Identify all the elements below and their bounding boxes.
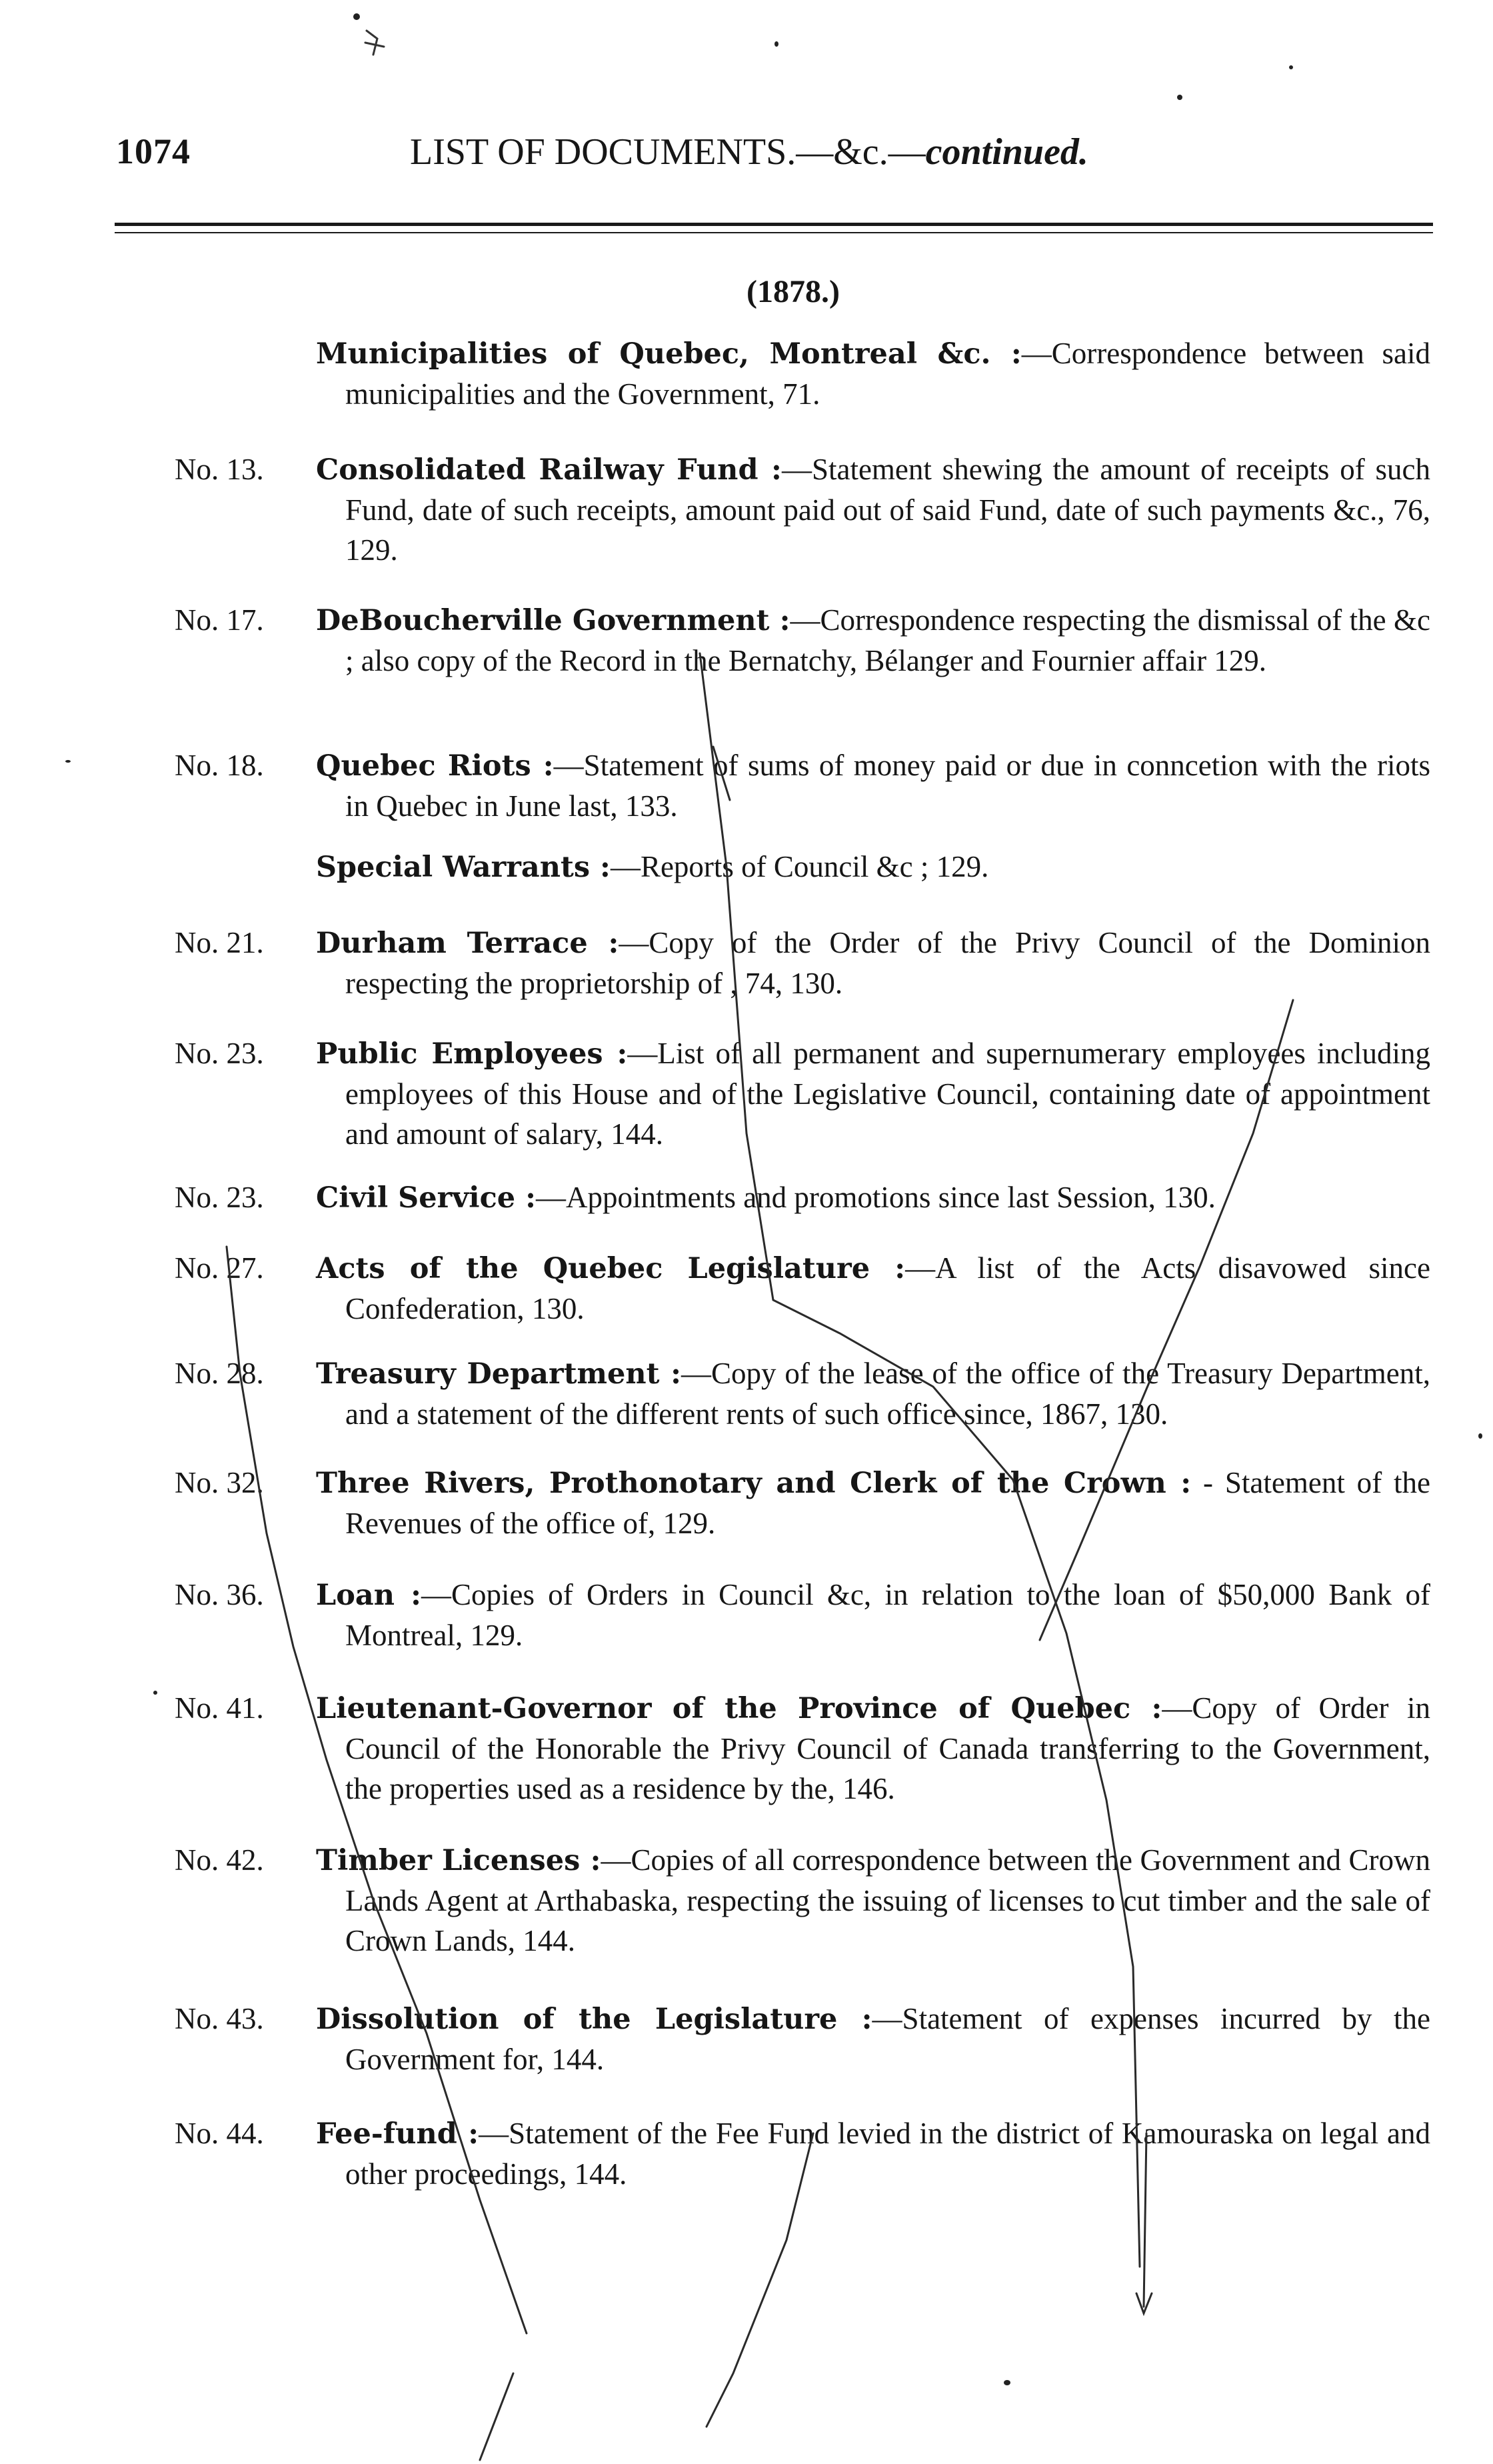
- entry-body: [316, 847, 1430, 887]
- entry-body: [316, 1688, 1430, 1809]
- entry-text: —Correspondence between said municipalities and the Government, 71.: [345, 337, 1430, 411]
- entry-body: [316, 1575, 1430, 1655]
- running-head-title: LIST OF DOCUMENTS.—&c.—: [410, 131, 926, 173]
- scan-speck: [1004, 2380, 1010, 2385]
- entry-subject: Loan :: [316, 1579, 421, 1612]
- entry-text: —Reports of Council &c ; 129.: [610, 850, 989, 883]
- entry-subject: Treasury Department :: [316, 1357, 682, 1391]
- scan-speck: [1289, 65, 1293, 69]
- entry-number: No. 44.: [175, 2117, 264, 2150]
- entry-text: —Statement of sums of money paid or due in conncetion with the riots in Quebec in June last, 133.: [345, 749, 1430, 823]
- entry-number: No. 17.: [175, 603, 264, 637]
- entry-body: [316, 1840, 1430, 1961]
- entry-subject: Civil Service :: [316, 1181, 536, 1215]
- scan-speck: [1478, 1433, 1482, 1439]
- scan-speck: [153, 1691, 157, 1695]
- entry-body: [316, 1353, 1430, 1434]
- entry-number: No. 36.: [175, 1578, 264, 1611]
- entry-subject: Dissolution of the Legislature :: [316, 2003, 872, 2036]
- entry-subject: Lieutenant-Governor of the Province of Quebec :: [316, 1692, 1162, 1725]
- scan-speck: [1177, 95, 1182, 100]
- entry-subject: Special Warrants :: [316, 851, 611, 884]
- entry-body: [316, 2113, 1430, 2194]
- entry-number: No. 43.: [175, 2002, 264, 2035]
- entry-body: [316, 333, 1430, 414]
- entry-body: [316, 449, 1430, 570]
- entry-body: [316, 600, 1430, 681]
- entry-body: [316, 1033, 1430, 1154]
- entry-number: No. 32.: [175, 1466, 264, 1499]
- running-head: [410, 131, 1088, 173]
- entry-number: No. 41.: [175, 1691, 264, 1725]
- scan-speck: [774, 41, 778, 47]
- entry-subject: Municipalities of Quebec, Montreal &c. :: [316, 337, 1022, 371]
- entry-body: [316, 1248, 1430, 1329]
- entry-text: —Copy of the lease of the office of the Treasury Department, and a statement of the different rents of such office since, 1867, 130.: [345, 1357, 1430, 1431]
- entry-subject: DeBoucherville Government :: [316, 604, 790, 637]
- entry-number: No. 13.: [175, 453, 264, 486]
- section-year: (1878.): [746, 274, 840, 309]
- entry-subject: Consolidated Railway Fund :: [316, 453, 782, 487]
- entry-number: No. 18.: [175, 749, 264, 782]
- entry-body: [316, 745, 1430, 826]
- entry-text: —A list of the Acts disavowed since Confederation, 130.: [345, 1251, 1430, 1325]
- entry-number: No. 21.: [175, 926, 264, 959]
- entry-text: —Copies of Orders in Council &c, in relation to the loan of $50,000 Bank of Montreal, 129.: [345, 1578, 1431, 1652]
- entry-subject: Three Rivers, Prothonotary and Clerk of the Crown :: [316, 1467, 1192, 1500]
- header-rule-thin: [115, 232, 1433, 233]
- entry-subject: Public Employees :: [316, 1037, 628, 1071]
- scan-speck: [65, 760, 71, 763]
- scan-speck: [353, 13, 360, 20]
- entry-number: No. 28.: [175, 1357, 264, 1390]
- entry-text: —Statement shewing the amount of receipts of such Fund, date of such receipts, amount paid out of said Fund, date of such payments &c., 76, 129.: [345, 453, 1430, 567]
- entry-body: [316, 923, 1430, 1003]
- running-head-continued: continued.: [925, 131, 1088, 173]
- entry-subject: Durham Terrace :: [316, 927, 619, 960]
- entry-body: [316, 1999, 1430, 2079]
- entry-text: —Statement of expenses incurred by the Government for, 144.: [345, 2002, 1430, 2076]
- entry-text: —Copy of the Order of the Privy Council of the Dominion respecting the proprietorship of , 74, 130.: [345, 926, 1430, 1000]
- header-rule-thick: [115, 223, 1433, 226]
- entry-subject: Fee-fund :: [316, 2117, 479, 2151]
- entry-subject: Timber Licenses :: [316, 1844, 601, 1877]
- entry-subject: Acts of the Quebec Legislature :: [316, 1252, 906, 1285]
- entry-text: —Copies of all correspondence between the Government and Crown Lands Agent at Arthabaska, respecting the issuing of licenses to cut timber and the sale of Crown Lands, 144.: [345, 1843, 1430, 1957]
- entry-text: —Correspondence respecting the dismissal of the &c ; also copy of the Record in the Bernatchy, Bélanger and Fournier affair 129.: [345, 603, 1430, 677]
- entry-body: [316, 1177, 1430, 1218]
- entry-body: [316, 1463, 1430, 1543]
- entry-text: —List of all permanent and supernumerary employees including employees of this House and of the Legislative Council, containing date of appointment and amount of salary, 144.: [345, 1037, 1430, 1151]
- entry-text: - Statement of the Revenues of the office of, 129.: [345, 1466, 1431, 1540]
- entry-text: —Appointments and promotions since last Session, 130.: [535, 1181, 1216, 1214]
- page-number: 1074: [116, 131, 191, 171]
- entry-number: No. 23.: [175, 1037, 264, 1070]
- entry-number: No. 42.: [175, 1843, 264, 1877]
- entry-text: —Statement of the Fee Fund levied in the district of Kamouraska on legal and other proceedings, 144.: [345, 2117, 1430, 2191]
- entry-number: No. 23.: [175, 1181, 264, 1214]
- entry-text: —Copy of Order in Council of the Honorable the Privy Council of Canada transferring to the Government, the properties used as a residence by the, 146.: [345, 1691, 1430, 1805]
- entry-number: No. 27.: [175, 1251, 264, 1285]
- entry-subject: Quebec Riots :: [316, 749, 554, 783]
